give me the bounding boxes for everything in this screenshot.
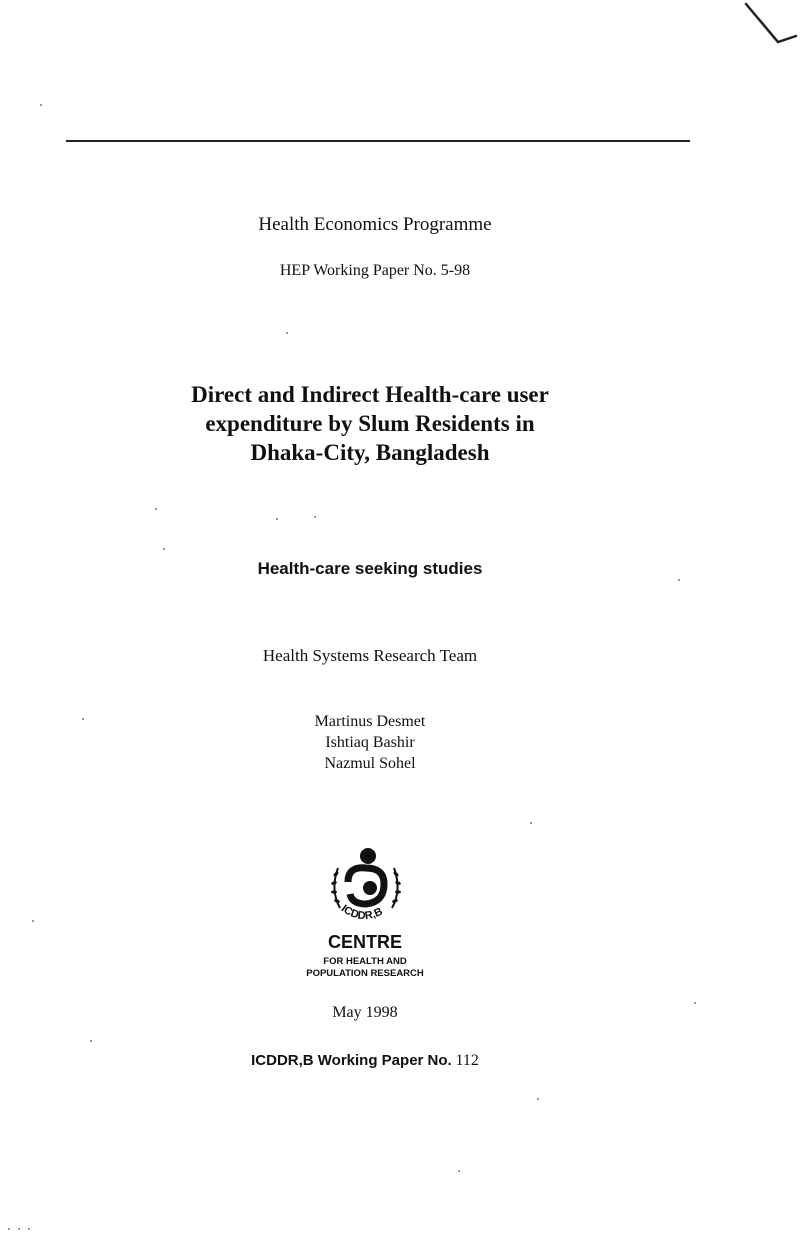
icddrb-logo-icon <box>326 846 406 928</box>
title-line-3: Dhaka-City, Bangladesh <box>250 440 490 465</box>
author-name: Martinus Desmet <box>314 713 426 730</box>
title-line-2: expenditure by Slum Residents in <box>205 411 535 436</box>
centre-name: CENTRE <box>327 932 402 952</box>
author-name: Ishtiaq Bashir <box>325 734 415 751</box>
corner-pen-mark <box>740 0 800 60</box>
centre-subtitle-line-2: POPULATION RESEARCH <box>306 968 424 979</box>
document-title <box>0 380 740 467</box>
icddrb-working-paper-number: 112 <box>455 1052 479 1069</box>
programme-name: Health Economics Programme <box>258 214 492 235</box>
top-horizontal-rule <box>66 140 690 142</box>
icddrb-working-paper <box>0 1052 730 1070</box>
research-team: Health Systems Research Team <box>262 646 478 665</box>
author-list <box>0 711 740 774</box>
centre-subtitle <box>0 956 730 980</box>
logo-arc-text: ICDDR,B <box>338 902 385 923</box>
author-name: Nazmul Sohel <box>324 755 416 772</box>
centre-subtitle-line-1: FOR HEALTH AND <box>323 956 407 967</box>
title-line-1: Direct and Indirect Health-care user <box>191 382 549 407</box>
icddrb-working-paper-label: ICDDR,B Working Paper No. <box>251 1052 452 1069</box>
document-subtitle: Health-care seeking studies <box>257 559 483 578</box>
hep-working-paper-number: HEP Working Paper No. 5-98 <box>279 262 471 279</box>
publication-date: May 1998 <box>332 1004 398 1021</box>
